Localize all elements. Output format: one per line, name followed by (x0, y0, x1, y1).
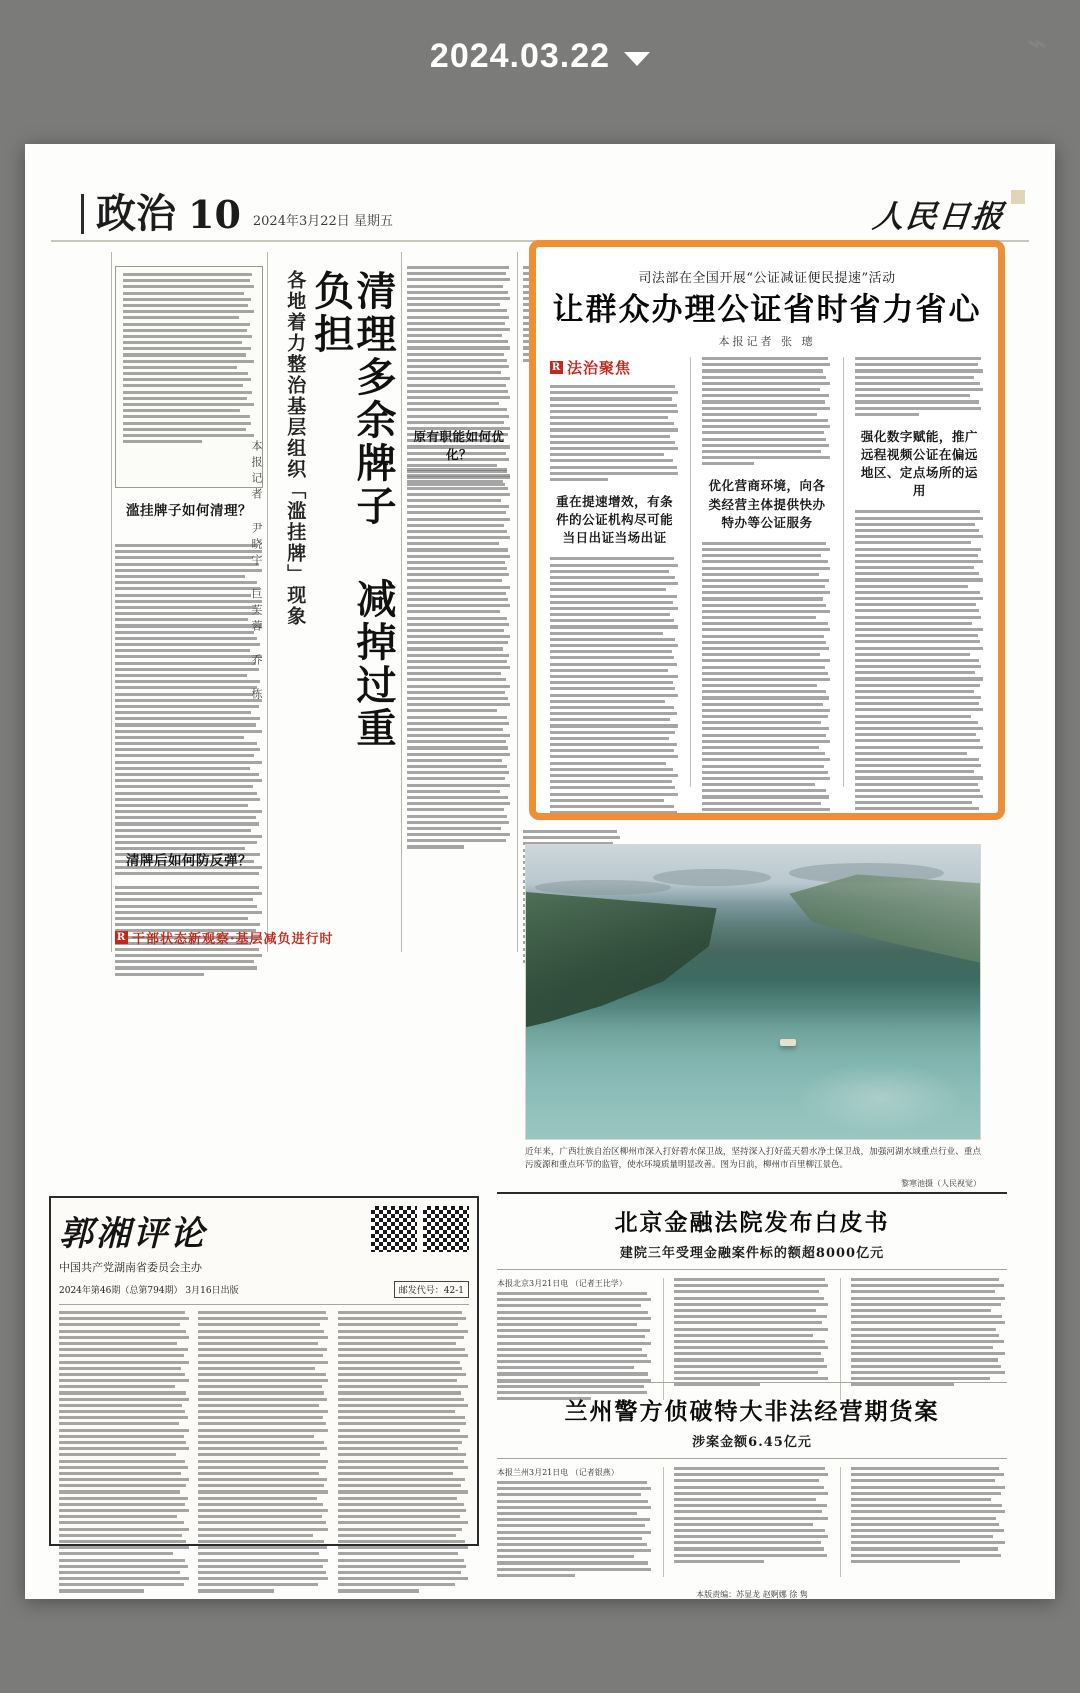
left-body-col3-b (407, 468, 511, 849)
left-article-headline-group (250, 270, 397, 790)
highlight-column-3 (843, 357, 984, 787)
focus-tag-mark-icon: R (551, 362, 562, 374)
column-rule (267, 252, 268, 952)
photo-image (526, 845, 980, 1139)
highlight-byline: 本报记者 张 璁 (718, 335, 816, 349)
publication-ad-block[interactable] (49, 1196, 479, 1546)
corner-watermark: ⌁ (1027, 27, 1046, 60)
left-article-subtitle: 各地着力整治基层组织「滥挂牌」现象 (284, 270, 307, 627)
focus-tag-label: 法治聚焦 (567, 359, 632, 378)
news-photo (525, 844, 981, 1140)
section-name: 政治 (96, 190, 176, 237)
bottom-article-1-dateline: 本报北京3月21日电 （记者王比学） (497, 1279, 627, 1288)
editor-note-text (123, 273, 255, 443)
ad-subtitle: 中国共产党湖南省委员会主办 (59, 1261, 202, 1274)
column-rule (111, 252, 112, 952)
page-masthead (51, 170, 1029, 242)
bottom-article-1-body-col2 (674, 1278, 830, 1386)
left-subhead-1: 滥挂牌子如何清理？ (126, 503, 252, 519)
bottom-article-1[interactable] (497, 1192, 1007, 1400)
left-article-headline: 清理多余牌子 减掉过重负担 (307, 270, 397, 750)
photo-credit: 黎寒池摄（人民视觉） (901, 1179, 981, 1188)
column-rule (401, 252, 402, 952)
highlight-kicker: 司法部在全国开展“公证减证便民提速”活动 (638, 271, 896, 286)
issue-date: 2024年3月22日 星期五 (252, 214, 393, 229)
highlighted-article[interactable] (529, 240, 1005, 820)
bottom-article-2[interactable] (497, 1382, 1007, 1599)
footer-tag-mark-icon: R (116, 932, 127, 943)
ad-body-col3 (338, 1311, 469, 1593)
highlight-column-2 (690, 357, 831, 787)
left-subhead-3: 清牌后如何防反弹？ (126, 853, 252, 869)
bottom-article-1-headline: 北京金融法院发布白皮书 (614, 1209, 890, 1236)
highlight-body-3b (855, 510, 984, 820)
qr-code-icon[interactable] (423, 1206, 469, 1252)
paper-logo: 人民日报 (870, 199, 1007, 235)
bottom-article-1-body-col3 (851, 1278, 1007, 1386)
footer-tag-label: 干部状态新观察·基层减负进行时 (132, 932, 334, 947)
bottom-article-1-subhead: 建院三年受理金融案件标的额超8000亿元 (619, 1246, 885, 1261)
bottom-article-2-body-col2 (674, 1467, 830, 1563)
page-editors: 本版责编：苏显龙 赵婀娜 徐 隽 (696, 1589, 808, 1599)
highlight-columns (550, 357, 984, 787)
left-subhead-2: 原有职能如何优化？ (413, 429, 505, 463)
editor-note-box (115, 266, 263, 488)
column-rule (517, 252, 518, 952)
section-number: 10 (188, 192, 241, 237)
bottom-article-2-body-col3 (851, 1467, 1007, 1563)
ad-body-col2 (198, 1311, 329, 1593)
highlight-body-2b (702, 542, 831, 820)
section-badge (81, 190, 393, 237)
ad-title: 郭湘评论 (59, 1214, 207, 1254)
selected-date-label: 2024.03.22 (429, 36, 611, 75)
left-body-1 (115, 544, 263, 875)
top-toolbar (0, 0, 1080, 112)
bottom-content-area (25, 1192, 1055, 1599)
highlight-subhead-2: 优化营商环境，向各类经营主体提供快办特办等公证服务 (708, 478, 826, 530)
ad-code-label: 邮发代号：42-1 (394, 1281, 469, 1298)
highlight-subhead-3: 强化数字赋能，推广远程视频公证在偏远地区、定点场所的运用 (860, 428, 978, 499)
boat-icon (780, 1039, 796, 1046)
newspaper-page[interactable] (25, 144, 1055, 1599)
highlight-lead-text (550, 385, 679, 481)
date-selector[interactable] (430, 37, 650, 76)
focus-tag (550, 357, 631, 378)
highlight-headline: 让群众办理公证省时省力省心 (552, 292, 982, 328)
qr-code-icon[interactable] (371, 1206, 417, 1252)
highlight-body-1 (550, 557, 679, 820)
photo-caption: 近年来，广西壮族自治区柳州市深入打好碧水保卫战，坚持深入打好蓝天碧水净土保卫战，加强河湖水域重点行业、重点污废源和重点环节的监管，使水环境质量明显改善。图为日前，柳州市百里柳江景色。 (525, 1147, 981, 1171)
left-article-footer-tag (115, 928, 334, 947)
highlight-subhead-1: 重在提速增效，有条件的公证机构尽可能当日出证当场出证 (556, 494, 674, 546)
left-article-byline: 本报记者 尹晓宇 巨芙蓉 乔 栋 (250, 440, 263, 704)
ad-body-col1 (59, 1311, 190, 1593)
highlight-column-1 (550, 357, 679, 787)
logo-stamp-icon (1011, 190, 1025, 204)
highlight-body-2a (702, 357, 831, 465)
bottom-article-2-headline: 兰州警方侦破特大非法经营期货案 (564, 1398, 940, 1425)
bottom-article-2-subhead: 涉案金额6.45亿元 (692, 1435, 812, 1450)
ad-issue-info: 2024年第46期（总第794期） 3月16日出版 (59, 1286, 239, 1296)
bottom-article-2-dateline: 本报兰州3月21日电 （记者银燕） (497, 1468, 619, 1477)
bottom-article-2-body-col1 (497, 1481, 653, 1577)
highlight-body-3a (855, 357, 984, 416)
chevron-down-icon[interactable] (624, 52, 650, 66)
